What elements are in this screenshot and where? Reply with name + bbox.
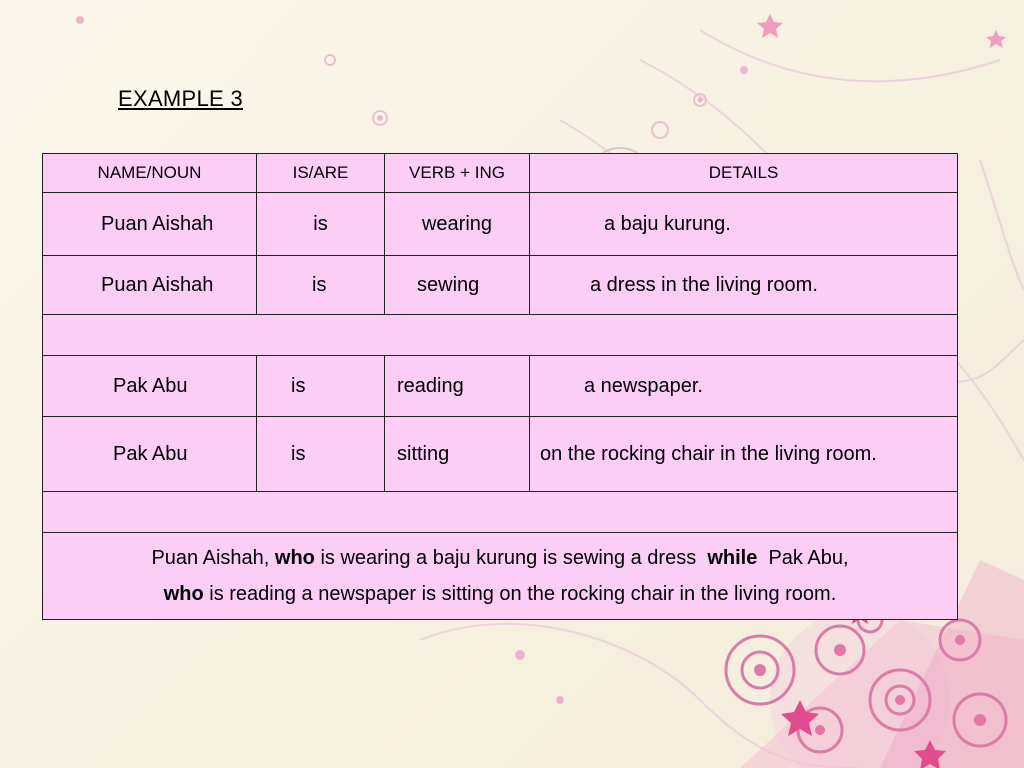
slide-title: EXAMPLE 3 xyxy=(118,86,243,111)
cell-is: is xyxy=(257,356,385,417)
table-row xyxy=(43,193,958,256)
header-is-are: IS/ARE xyxy=(257,154,385,193)
spacer-cell xyxy=(43,492,958,533)
header-name-noun: NAME/NOUN xyxy=(43,154,257,193)
summary-cell xyxy=(43,533,958,620)
cell-verb: sewing xyxy=(385,256,530,315)
summary-text: is wearing a baju kurung is sewing a dress xyxy=(314,547,708,569)
cell-is: is xyxy=(257,193,385,256)
cell-name: Puan Aishah xyxy=(43,256,257,315)
table-spacer-row xyxy=(43,315,958,356)
cell-details: a newspaper. xyxy=(530,356,958,417)
cell-verb: wearing xyxy=(385,193,530,256)
cell-details: a dress in the living room. xyxy=(530,256,958,315)
header-details: DETAILS xyxy=(530,154,958,193)
summary-row xyxy=(43,533,958,620)
summary-line-2 xyxy=(43,576,957,612)
keyword-while: while xyxy=(707,547,758,569)
table-row xyxy=(43,417,958,492)
cell-details: a baju kurung. xyxy=(530,193,958,256)
table-header-row xyxy=(43,154,958,193)
summary-line-1 xyxy=(43,540,957,576)
keyword-who: who xyxy=(274,547,315,569)
cell-name: Puan Aishah xyxy=(43,193,257,256)
table-row xyxy=(43,356,958,417)
cell-is: is xyxy=(257,417,385,492)
keyword-who: who xyxy=(163,583,204,605)
cell-details: on the rocking chair in the living room. xyxy=(530,417,958,492)
cell-name: Pak Abu xyxy=(43,356,257,417)
spacer-cell xyxy=(43,315,958,356)
table-row xyxy=(43,256,958,315)
cell-verb: reading xyxy=(385,356,530,417)
cell-is: is xyxy=(257,256,385,315)
summary-text: Puan Aishah, xyxy=(151,547,275,569)
grammar-table xyxy=(42,153,958,620)
summary-text: is reading a newspaper is sitting on the rocking chair in the living room. xyxy=(203,583,837,605)
cell-verb: sitting xyxy=(385,417,530,492)
table-spacer-row xyxy=(43,492,958,533)
header-verb-ing: VERB + ING xyxy=(385,154,530,193)
cell-name: Pak Abu xyxy=(43,417,257,492)
summary-text: Pak Abu, xyxy=(757,547,849,569)
